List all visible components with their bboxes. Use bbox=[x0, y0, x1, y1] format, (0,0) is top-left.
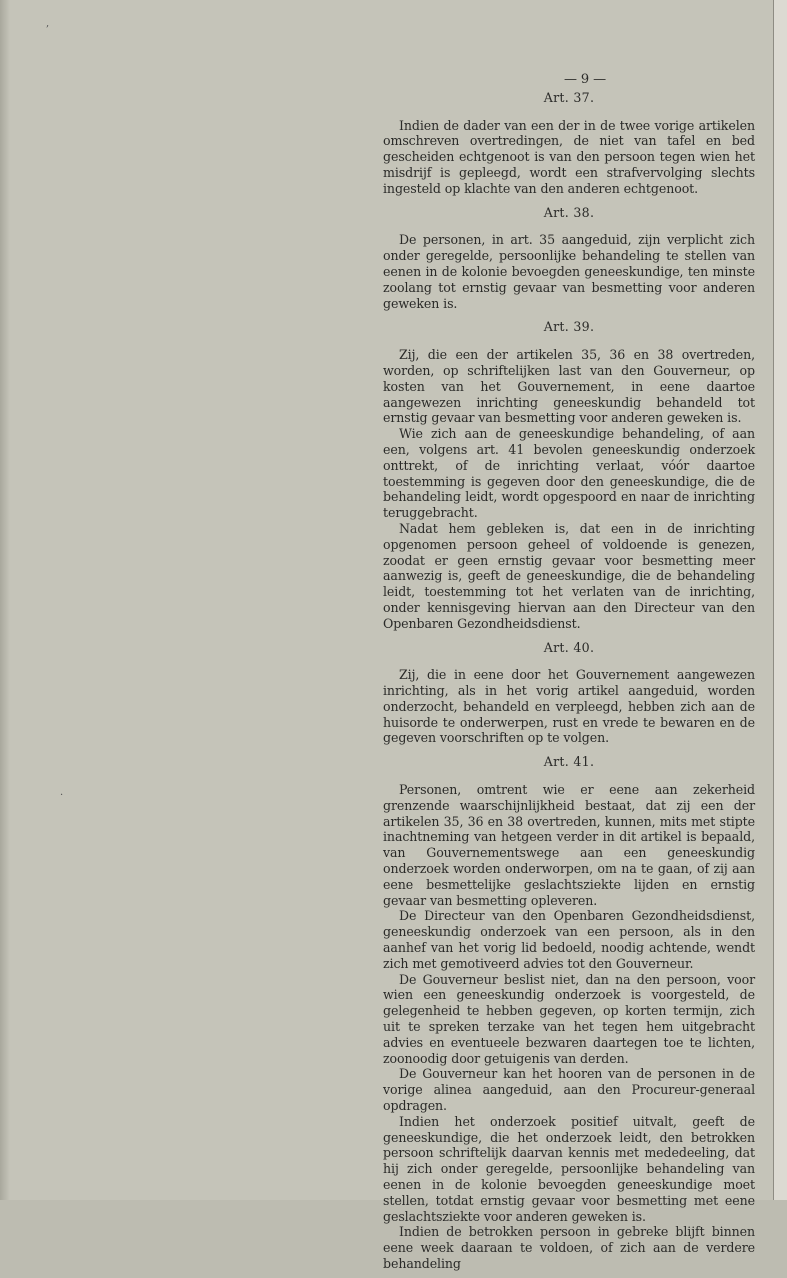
article-paragraph: Wie zich aan de geneeskundige behandeling, of aan een, volgens art. 41 bevolen geneeskundig onderzoek onttrekt, of de inrichting verlaat, vóór daartoe toestemming is gegeven door den geneeskundige, die de behandeling leidt, wordt opgespoord en naar de inrichting teruggebracht. bbox=[383, 426, 755, 521]
article-title: Art. 38. bbox=[543, 204, 595, 220]
article-title: Art. 37. bbox=[543, 89, 595, 105]
article-title: Art. 40. bbox=[543, 639, 595, 655]
page-number: — 9 — bbox=[563, 72, 607, 87]
article-paragraph: Personen, omtrent wie er eene aan zekerheid grenzende waarschijnlijkheid bestaat, dat zij een der artikelen 35, 36 en 38 overtreden, kunnen, mits met stipte inachtneming van hetgeen verder in dit artikel is bepaald, van Gouvernementswege aan een geneeskundig onderzoek worden onderworpen, om na te gaan, of zij aan eene besmettelijke geslachtsziekte lijden en ernstig gevaar van besmetting opleveren. bbox=[383, 782, 755, 908]
article-paragraph: De Gouverneur kan het hooren van de personen in de vorige alinea aangeduid, aan den Procureur-generaal opdragen. bbox=[383, 1066, 755, 1114]
page-edge bbox=[773, 0, 787, 1200]
binding-shadow bbox=[0, 0, 10, 1200]
article-title: Art. 41. bbox=[543, 754, 595, 770]
article-title: Art. 39. bbox=[543, 319, 595, 335]
article-paragraph: Indien de dader van een der in de twee vorige artikelen omschreven overtredingen, de niet van tafel en bed gescheiden echtgenoot is van den persoon tegen wien het misdrijf is gepleegd, wordt een strafvervolging slechts ingesteld op klachte van den anderen echtgenoot. bbox=[383, 117, 755, 196]
article-paragraph: De Gouverneur beslist niet, dan na den persoon, voor wien een geneeskundig onderzoek is voorgesteld, de gelegenheid te hebben gegeven, op korten termijn, zich uit te spreken terzake van het tegen hem uitgebracht advies en eventueele bezwaren daartegen toe te lichten, zoonoodig door getuigenis van derden. bbox=[383, 971, 755, 1066]
scan-mark: , bbox=[46, 18, 50, 29]
article-paragraph: Zij, die een der artikelen 35, 36 en 38 overtreden, worden, op schriftelijken last van den Gouverneur, op kosten van het Gouvernement, in eene daartoe aangewezen inrichting geneeskundig behandeld tot ernstig gevaar van besmetting voor anderen geweken is. bbox=[383, 347, 755, 426]
article-41 bbox=[383, 754, 755, 1272]
article-37 bbox=[383, 90, 755, 197]
scan-mark: · bbox=[60, 790, 64, 801]
article-38 bbox=[383, 205, 755, 312]
article-paragraph: De personen, in art. 35 aangeduid, zijn verplicht zich onder geregelde, persoonlijke behandeling te stellen van eenen in de kolonie bevoegden geneeskundige, ten minste zoolang tot ernstig gevaar van besmetting voor anderen geweken is. bbox=[383, 232, 755, 311]
article-paragraph: Nadat hem gebleken is, dat een in de inrichting opgenomen persoon geheel of voldoende is genezen, zoodat er geen ernstig gevaar voor besmetting meer aanwezig is, geeft de geneeskundige, die de behandeling leidt, toestemming tot het verlaten van de inrichting, onder kennisgeving hiervan aan den Directeur van den Openbaren Gezondheidsdienst. bbox=[383, 520, 755, 631]
article-paragraph: De Directeur van den Openbaren Gezondheidsdienst, geneeskundig onderzoek van een persoon, als in den aanhef van het vorig lid bedoeld, noodig achtende, wendt zich met gemotiveerd advies tot den Gouverneur. bbox=[383, 908, 755, 971]
article-39 bbox=[383, 319, 755, 631]
article-40 bbox=[383, 640, 755, 747]
article-paragraph: Zij, die in eene door het Gouvernement aangewezen inrichting, als in het vorig artikel aangeduid, worden onderzocht, behandeld en verpleegd, hebben zich aan de huisorde te onderwerpen, rust en vrede te bewaren en de gegeven voorschriften op te volgen. bbox=[383, 667, 755, 746]
article-paragraph: Indien de betrokken persoon in gebreke blijft binnen eene week daaraan te voldoen, of zich aan de verdere behandeling bbox=[383, 1224, 755, 1271]
article-paragraph: Indien het onderzoek positief uitvalt, geeft de geneeskundige, die het onderzoek leidt, den betrokken persoon schriftelijk daarvan kennis met mededeeling, dat hij zich onder geregelde, persoonlijke behandeling van eenen in de kolonie bevoegden geneeskundige moet stellen, totdat ernstig gevaar voor besmetting met eene geslachtsziekte voor anderen geweken is. bbox=[383, 1113, 755, 1224]
text-column bbox=[383, 62, 755, 1278]
